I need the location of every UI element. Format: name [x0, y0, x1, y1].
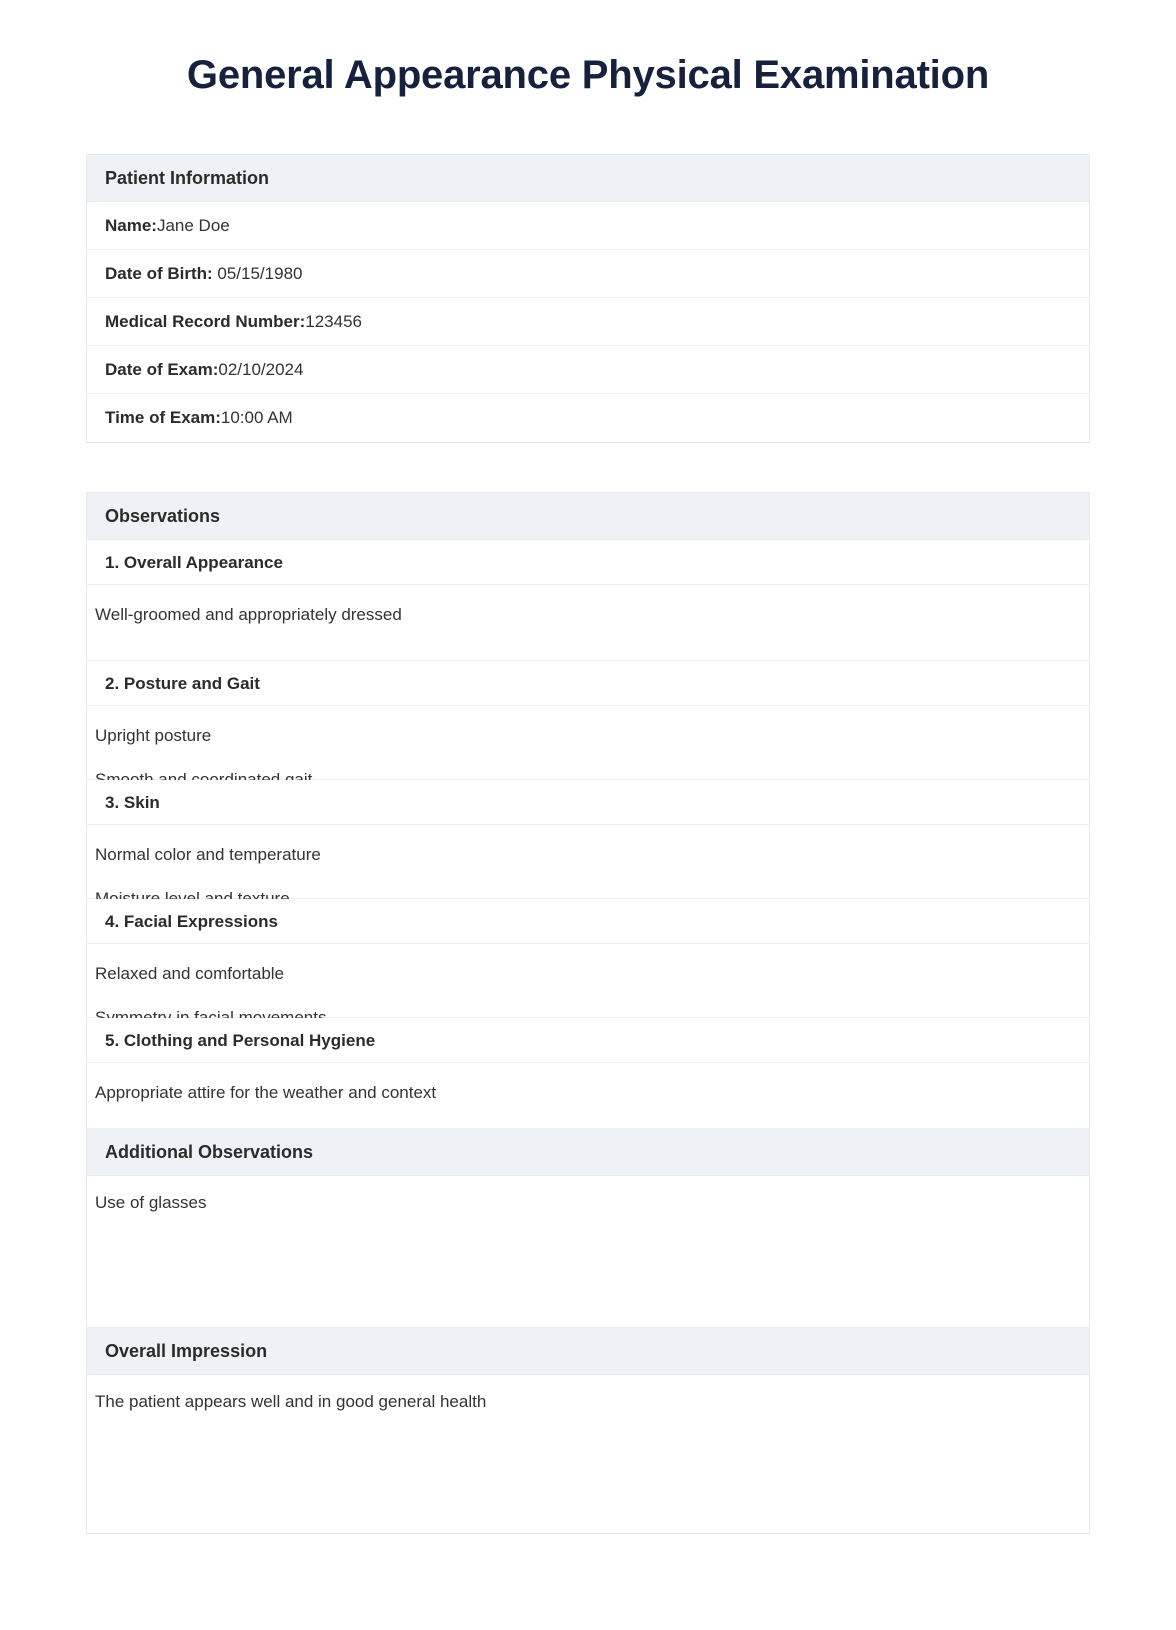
observation-line: Upright posture — [95, 726, 212, 745]
observation-content-facial-expressions — [87, 944, 1089, 1018]
patient-field-medical-record-number — [87, 298, 1089, 346]
observation-line: Appropriate attire for the weather and context — [95, 1083, 437, 1102]
observation-content-clothing-and-personal-hygiene — [87, 1063, 1089, 1129]
observation-line: Well-groomed and appropriately dressed — [95, 605, 402, 624]
field-label: Name: — [105, 216, 157, 235]
field-label: Date of Exam: — [105, 360, 219, 379]
page-title: General Appearance Physical Examination — [186, 53, 990, 97]
patient-field-date-of-birth — [87, 250, 1089, 298]
field-value: 05/15/1980 — [212, 264, 303, 283]
patient-field-date-of-exam — [87, 346, 1089, 394]
patient-information-table — [86, 154, 1090, 443]
field-label: Time of Exam: — [105, 408, 221, 427]
field-label: Date of Birth: — [105, 264, 213, 283]
overall-impression-content: The patient appears well and in good general health — [95, 1392, 487, 1411]
observation-heading-posture-and-gait: 2. Posture and Gait — [87, 661, 1089, 706]
observation-line: Normal color and temperature — [95, 845, 321, 864]
field-value: 10:00 AM — [220, 408, 293, 427]
observation-content-posture-and-gait — [87, 706, 1089, 780]
field-value: Jane Doe — [156, 216, 230, 235]
field-value: 02/10/2024 — [218, 360, 304, 379]
overall-impression-heading: Overall Impression — [87, 1328, 1089, 1375]
field-value: 123456 — [305, 312, 362, 331]
patient-field-name — [87, 202, 1089, 250]
observations-table — [86, 492, 1090, 1534]
observations-heading: Observations — [87, 493, 1089, 540]
additional-observations-heading: Additional Observations — [87, 1129, 1089, 1176]
additional-observations-content: Use of glasses — [87, 1176, 1089, 1328]
observation-heading-skin: 3. Skin — [87, 780, 1089, 825]
patient-field-time-of-exam — [87, 394, 1089, 442]
observation-line: Relaxed and comfortable — [95, 964, 285, 983]
field-label: Medical Record Number: — [105, 312, 306, 331]
observation-heading-facial-expressions: 4. Facial Expressions — [87, 899, 1089, 944]
observation-heading-overall-appearance: 1. Overall Appearance — [87, 540, 1089, 585]
patient-information-heading: Patient Information — [87, 155, 1089, 202]
observation-content-skin — [87, 825, 1089, 899]
observation-heading-clothing-and-personal-hygiene: 5. Clothing and Personal Hygiene — [87, 1018, 1089, 1063]
observation-content-overall-appearance — [87, 585, 1089, 661]
